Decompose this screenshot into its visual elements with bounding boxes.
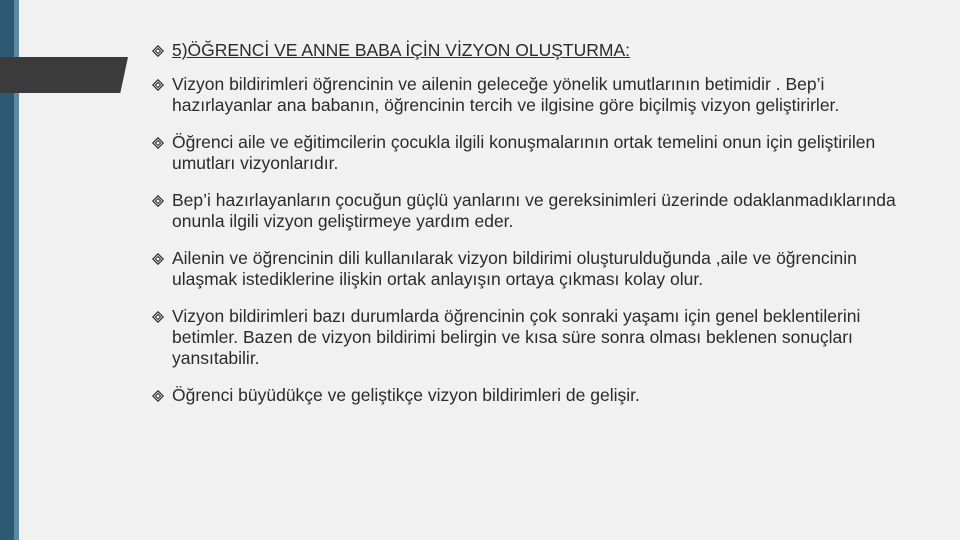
diamond-icon xyxy=(152,132,172,153)
slide-heading: 5)ÖĞRENCİ VE ANNE BABA İÇİN VİZYON OLUŞTURMA: xyxy=(172,40,631,60)
bullet-heading xyxy=(152,40,922,61)
bullet-text: Öğrenci aile ve eğitimcilerin çocukla ilgili konuşmalarının ortak temelini onun için geliştirilen umutları vizyonlarıdır. xyxy=(172,132,876,173)
bullet-text: Bep’i hazırlayanların çocuğun güçlü yanlarını ve gereksinimleri üzerinde odaklanmadıklarında onunla ilgili vizyon geliştirmeye yardım eder. xyxy=(172,190,896,231)
diamond-icon xyxy=(152,190,172,211)
diamond-icon xyxy=(152,385,172,406)
list-item xyxy=(152,385,922,406)
bullet-text: Vizyon bildirimleri öğrencinin ve ailenin geleceğe yönelik umutlarının betimidir . Bep’i hazırlayanlar ana babanın, öğrencinin tercih ve ilgisine göre biçilmiş vizyon geliştirirler. xyxy=(172,74,840,115)
bullet-text: Ailenin ve öğrencinin dili kullanılarak vizyon bildirimi oluşturulduğunda ,aile ve öğrencinin ulaşmak istediklerine ilişkin ortak anlayışın ortaya çıkması kolay olur. xyxy=(172,248,857,289)
diamond-icon xyxy=(152,40,172,61)
list-item xyxy=(152,190,922,232)
title-tab-decoration xyxy=(0,57,128,93)
bullet-text: Öğrenci büyüdükçe ve geliştikçe vizyon bildirimleri de gelişir. xyxy=(172,385,640,405)
list-item xyxy=(152,248,922,290)
bullet-text: Vizyon bildirimleri bazı durumlarda öğrencinin çok sonraki yaşamı için genel beklentilerini betimler. Bazen de vizyon bildirimi belirgin ve kısa süre sonra olması beklenen sonuçları yansıtabilir. xyxy=(172,306,861,368)
list-item xyxy=(152,132,922,174)
list-item xyxy=(152,306,922,369)
diamond-icon xyxy=(152,74,172,95)
slide-content xyxy=(152,40,922,422)
list-item xyxy=(152,74,922,116)
diamond-icon xyxy=(152,306,172,327)
diamond-icon xyxy=(152,248,172,269)
